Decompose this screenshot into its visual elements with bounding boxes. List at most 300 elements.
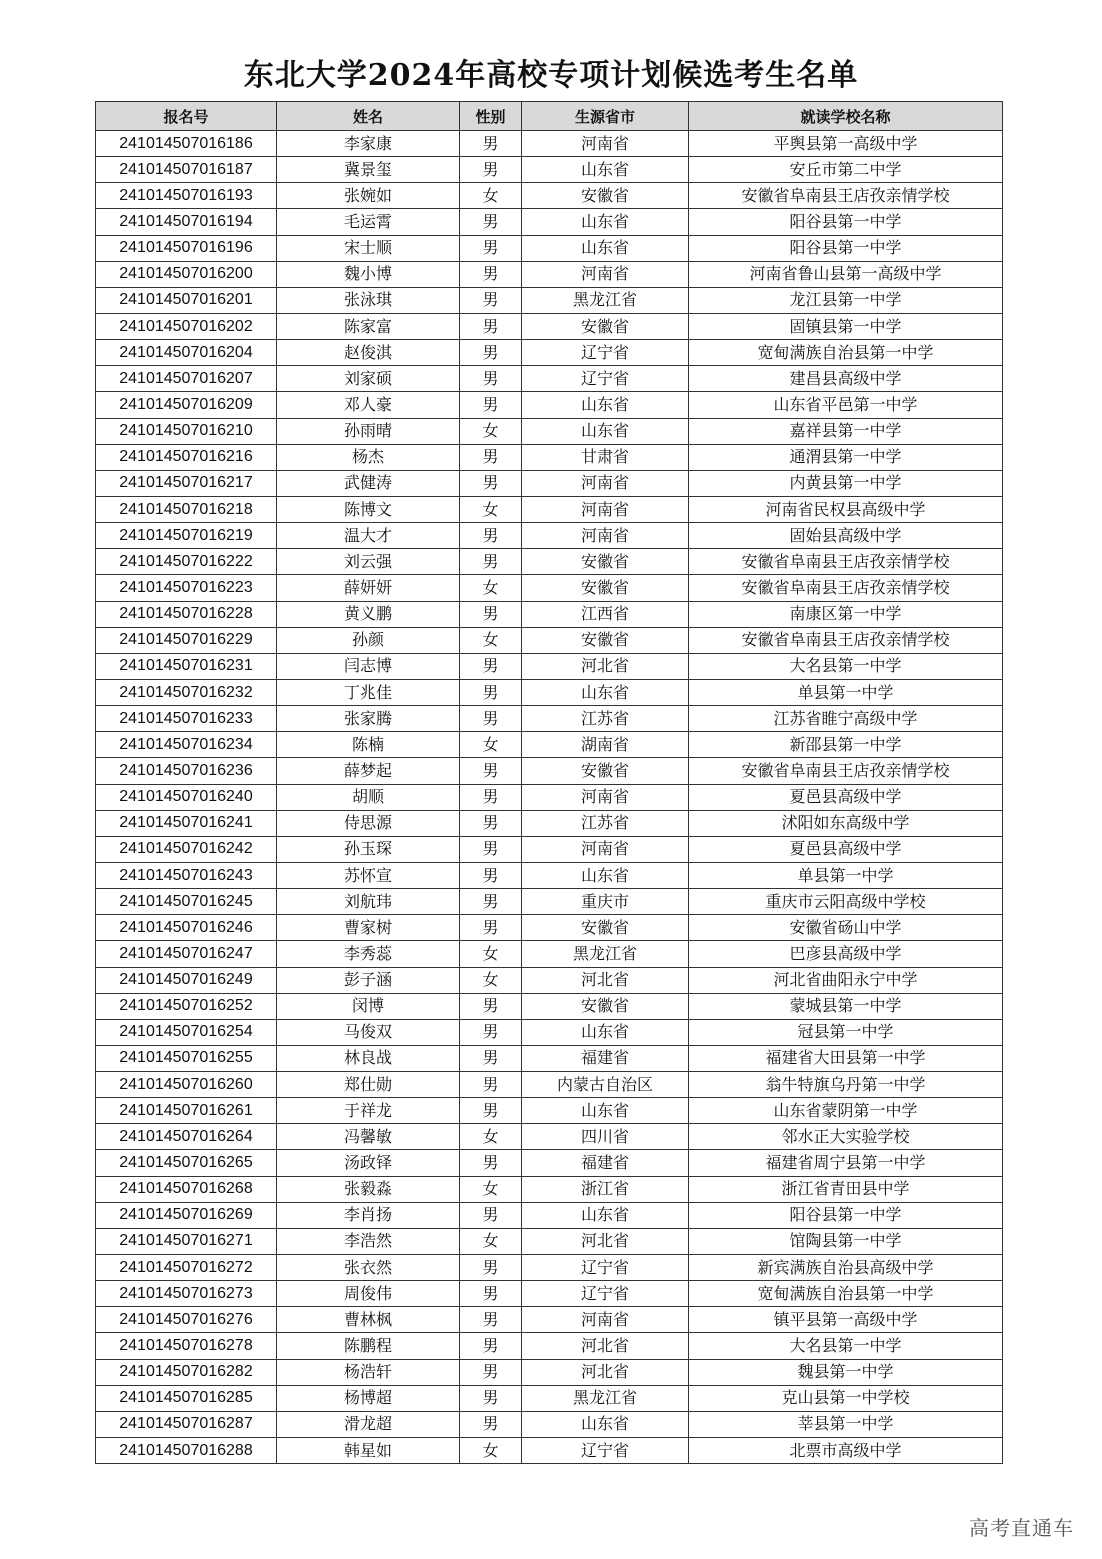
registration-number-cell: 241014507016241 <box>96 810 277 836</box>
table-row <box>96 1438 1003 1464</box>
table-row <box>96 470 1003 496</box>
name-cell: 曹林枫 <box>277 1307 460 1333</box>
province-cell: 内蒙古自治区 <box>522 1072 689 1098</box>
table-row <box>96 340 1003 366</box>
name-cell: 薛梦起 <box>277 758 460 784</box>
name-cell: 韩星如 <box>277 1438 460 1464</box>
table-row <box>96 444 1003 470</box>
registration-number-cell: 241014507016260 <box>96 1072 277 1098</box>
page-title: 东北大学2024年高校专项计划候选考生名单 <box>243 58 859 93</box>
province-cell: 山东省 <box>522 392 689 418</box>
table-row <box>96 862 1003 888</box>
table-row <box>96 235 1003 261</box>
gender-cell: 男 <box>460 784 522 810</box>
name-cell: 宋士顺 <box>277 235 460 261</box>
school-cell: 莘县第一中学 <box>689 1411 1003 1437</box>
school-cell: 沭阳如东高级中学 <box>689 810 1003 836</box>
name-cell: 魏小博 <box>277 261 460 287</box>
name-cell: 薛妍妍 <box>277 575 460 601</box>
school-cell: 单县第一中学 <box>689 679 1003 705</box>
province-cell: 湖南省 <box>522 732 689 758</box>
gender-cell: 男 <box>460 392 522 418</box>
registration-number-cell: 241014507016200 <box>96 261 277 287</box>
school-cell: 魏县第一中学 <box>689 1359 1003 1385</box>
table-row <box>96 706 1003 732</box>
registration-number-cell: 241014507016194 <box>96 209 277 235</box>
name-cell: 丁兆佳 <box>277 679 460 705</box>
name-cell: 邓人豪 <box>277 392 460 418</box>
name-cell: 冯馨敏 <box>277 1124 460 1150</box>
registration-number-cell: 241014507016193 <box>96 183 277 209</box>
province-cell: 山东省 <box>522 679 689 705</box>
province-cell: 安徽省 <box>522 313 689 339</box>
registration-number-cell: 241014507016285 <box>96 1385 277 1411</box>
gender-cell: 男 <box>460 810 522 836</box>
province-cell: 山东省 <box>522 235 689 261</box>
name-cell: 郑仕勋 <box>277 1072 460 1098</box>
registration-number-cell: 241014507016201 <box>96 287 277 313</box>
gender-cell: 男 <box>460 1411 522 1437</box>
name-cell: 武健涛 <box>277 470 460 496</box>
gender-cell: 男 <box>460 1045 522 1071</box>
province-cell: 安徽省 <box>522 758 689 784</box>
registration-number-cell: 241014507016278 <box>96 1333 277 1359</box>
registration-number-cell: 241014507016223 <box>96 575 277 601</box>
school-cell: 重庆市云阳高级中学校 <box>689 889 1003 915</box>
name-cell: 李浩然 <box>277 1228 460 1254</box>
table-row <box>96 157 1003 183</box>
name-cell: 马俊双 <box>277 1019 460 1045</box>
gender-cell: 女 <box>460 183 522 209</box>
name-cell: 滑龙超 <box>277 1411 460 1437</box>
gender-cell: 男 <box>460 444 522 470</box>
header-name: 姓名 <box>277 102 460 131</box>
table-row <box>96 496 1003 522</box>
province-cell: 河南省 <box>522 836 689 862</box>
registration-number-cell: 241014507016249 <box>96 967 277 993</box>
name-cell: 闫志博 <box>277 653 460 679</box>
registration-number-cell: 241014507016268 <box>96 1176 277 1202</box>
gender-cell: 男 <box>460 1019 522 1045</box>
school-cell: 馆陶县第一中学 <box>689 1228 1003 1254</box>
province-cell: 山东省 <box>522 1098 689 1124</box>
table-row <box>96 1255 1003 1281</box>
school-cell: 夏邑县高级中学 <box>689 836 1003 862</box>
province-cell: 山东省 <box>522 1411 689 1437</box>
province-cell: 安徽省 <box>522 993 689 1019</box>
gender-cell: 男 <box>460 862 522 888</box>
gender-cell: 男 <box>460 915 522 941</box>
registration-number-cell: 241014507016219 <box>96 523 277 549</box>
gender-cell: 男 <box>460 836 522 862</box>
school-cell: 内黄县第一中学 <box>689 470 1003 496</box>
name-cell: 黄义鹏 <box>277 601 460 627</box>
name-cell: 林良战 <box>277 1045 460 1071</box>
table-row <box>96 1019 1003 1045</box>
name-cell: 刘家硕 <box>277 366 460 392</box>
gender-cell: 男 <box>460 340 522 366</box>
name-cell: 李秀蕊 <box>277 941 460 967</box>
registration-number-cell: 241014507016217 <box>96 470 277 496</box>
province-cell: 山东省 <box>522 209 689 235</box>
school-cell: 江苏省睢宁高级中学 <box>689 706 1003 732</box>
school-cell: 安徽省砀山中学 <box>689 915 1003 941</box>
gender-cell: 男 <box>460 549 522 575</box>
province-cell: 黑龙江省 <box>522 287 689 313</box>
registration-number-cell: 241014507016231 <box>96 653 277 679</box>
name-cell: 彭子涵 <box>277 967 460 993</box>
gender-cell: 男 <box>460 235 522 261</box>
school-cell: 嘉祥县第一中学 <box>689 418 1003 444</box>
table-row <box>96 523 1003 549</box>
school-cell: 翁牛特旗乌丹第一中学 <box>689 1072 1003 1098</box>
gender-cell: 男 <box>460 261 522 287</box>
gender-cell: 男 <box>460 470 522 496</box>
province-cell: 浙江省 <box>522 1176 689 1202</box>
province-cell: 河北省 <box>522 967 689 993</box>
table-row <box>96 967 1003 993</box>
school-cell: 平舆县第一高级中学 <box>689 131 1003 157</box>
name-cell: 陈家富 <box>277 313 460 339</box>
registration-number-cell: 241014507016232 <box>96 679 277 705</box>
province-cell: 四川省 <box>522 1124 689 1150</box>
table-row <box>96 915 1003 941</box>
table-row <box>96 131 1003 157</box>
school-cell: 新邵县第一中学 <box>689 732 1003 758</box>
table-row <box>96 1333 1003 1359</box>
gender-cell: 男 <box>460 157 522 183</box>
registration-number-cell: 241014507016254 <box>96 1019 277 1045</box>
school-cell: 安徽省阜南县王店孜亲情学校 <box>689 575 1003 601</box>
name-cell: 刘云强 <box>277 549 460 575</box>
name-cell: 汤政铎 <box>277 1150 460 1176</box>
school-cell: 安徽省阜南县王店孜亲情学校 <box>689 627 1003 653</box>
registration-number-cell: 241014507016196 <box>96 235 277 261</box>
gender-cell: 男 <box>460 679 522 705</box>
registration-number-cell: 241014507016252 <box>96 993 277 1019</box>
province-cell: 辽宁省 <box>522 1281 689 1307</box>
registration-number-cell: 241014507016282 <box>96 1359 277 1385</box>
school-cell: 河南省民权县高级中学 <box>689 496 1003 522</box>
school-cell: 安丘市第二中学 <box>689 157 1003 183</box>
table-row <box>96 183 1003 209</box>
province-cell: 河南省 <box>522 470 689 496</box>
school-cell: 单县第一中学 <box>689 862 1003 888</box>
school-cell: 大名县第一中学 <box>689 1333 1003 1359</box>
gender-cell: 女 <box>460 1124 522 1150</box>
province-cell: 河南省 <box>522 1307 689 1333</box>
gender-cell: 男 <box>460 313 522 339</box>
gender-cell: 男 <box>460 1333 522 1359</box>
registration-number-cell: 241014507016242 <box>96 836 277 862</box>
gender-cell: 男 <box>460 889 522 915</box>
gender-cell: 男 <box>460 1281 522 1307</box>
table-row <box>96 287 1003 313</box>
school-cell: 河北省曲阳永宁中学 <box>689 967 1003 993</box>
registration-number-cell: 241014507016186 <box>96 131 277 157</box>
name-cell: 冀景玺 <box>277 157 460 183</box>
name-cell: 孙雨晴 <box>277 418 460 444</box>
school-cell: 阳谷县第一中学 <box>689 235 1003 261</box>
gender-cell: 男 <box>460 706 522 732</box>
table-row <box>96 1385 1003 1411</box>
header-registration-number: 报名号 <box>96 102 277 131</box>
school-cell: 阳谷县第一中学 <box>689 1202 1003 1228</box>
school-cell: 北票市高级中学 <box>689 1438 1003 1464</box>
table-row <box>96 1281 1003 1307</box>
table-row <box>96 392 1003 418</box>
registration-number-cell: 241014507016255 <box>96 1045 277 1071</box>
name-cell: 张毅淼 <box>277 1176 460 1202</box>
table-row <box>96 1045 1003 1071</box>
school-cell: 阳谷县第一中学 <box>689 209 1003 235</box>
province-cell: 河南省 <box>522 784 689 810</box>
school-cell: 山东省平邑第一中学 <box>689 392 1003 418</box>
table-row <box>96 209 1003 235</box>
registration-number-cell: 241014507016272 <box>96 1255 277 1281</box>
name-cell: 侍思源 <box>277 810 460 836</box>
table-row <box>96 784 1003 810</box>
name-cell: 赵俊淇 <box>277 340 460 366</box>
province-cell: 重庆市 <box>522 889 689 915</box>
table-row <box>96 601 1003 627</box>
province-cell: 山东省 <box>522 418 689 444</box>
name-cell: 温大才 <box>277 523 460 549</box>
gender-cell: 女 <box>460 941 522 967</box>
province-cell: 安徽省 <box>522 549 689 575</box>
province-cell: 河北省 <box>522 1333 689 1359</box>
table-row <box>96 1307 1003 1333</box>
table-row <box>96 549 1003 575</box>
gender-cell: 女 <box>460 496 522 522</box>
table-row <box>96 313 1003 339</box>
name-cell: 孙颜 <box>277 627 460 653</box>
gender-cell: 女 <box>460 575 522 601</box>
province-cell: 黑龙江省 <box>522 1385 689 1411</box>
school-cell: 福建省大田县第一中学 <box>689 1045 1003 1071</box>
name-cell: 苏怀宣 <box>277 862 460 888</box>
province-cell: 福建省 <box>522 1150 689 1176</box>
table-row <box>96 836 1003 862</box>
table-row <box>96 575 1003 601</box>
registration-number-cell: 241014507016273 <box>96 1281 277 1307</box>
table-row <box>96 1202 1003 1228</box>
gender-cell: 男 <box>460 366 522 392</box>
name-cell: 张婉如 <box>277 183 460 209</box>
table-row <box>96 1411 1003 1437</box>
gender-cell: 女 <box>460 1228 522 1254</box>
registration-number-cell: 241014507016209 <box>96 392 277 418</box>
school-cell: 龙江县第一中学 <box>689 287 1003 313</box>
name-cell: 刘航玮 <box>277 889 460 915</box>
school-cell: 通渭县第一中学 <box>689 444 1003 470</box>
province-cell: 江苏省 <box>522 706 689 732</box>
gender-cell: 男 <box>460 209 522 235</box>
province-cell: 黑龙江省 <box>522 941 689 967</box>
province-cell: 山东省 <box>522 157 689 183</box>
registration-number-cell: 241014507016233 <box>96 706 277 732</box>
province-cell: 山东省 <box>522 1019 689 1045</box>
header-province: 生源省市 <box>522 102 689 131</box>
province-cell: 山东省 <box>522 862 689 888</box>
table-row <box>96 679 1003 705</box>
province-cell: 河北省 <box>522 1359 689 1385</box>
gender-cell: 男 <box>460 1098 522 1124</box>
name-cell: 陈鹏程 <box>277 1333 460 1359</box>
registration-number-cell: 241014507016234 <box>96 732 277 758</box>
name-cell: 张泳琪 <box>277 287 460 313</box>
gender-cell: 男 <box>460 287 522 313</box>
registration-number-cell: 241014507016218 <box>96 496 277 522</box>
table-row <box>96 889 1003 915</box>
registration-number-cell: 241014507016288 <box>96 1438 277 1464</box>
registration-number-cell: 241014507016240 <box>96 784 277 810</box>
name-cell: 杨浩轩 <box>277 1359 460 1385</box>
province-cell: 江西省 <box>522 601 689 627</box>
name-cell: 闵博 <box>277 993 460 1019</box>
name-cell: 毛运霄 <box>277 209 460 235</box>
name-cell: 陈楠 <box>277 732 460 758</box>
header-gender: 性别 <box>460 102 522 131</box>
table-row <box>96 418 1003 444</box>
school-cell: 夏邑县高级中学 <box>689 784 1003 810</box>
name-cell: 陈博文 <box>277 496 460 522</box>
province-cell: 辽宁省 <box>522 1438 689 1464</box>
registration-number-cell: 241014507016276 <box>96 1307 277 1333</box>
gender-cell: 男 <box>460 523 522 549</box>
name-cell: 李家康 <box>277 131 460 157</box>
gender-cell: 女 <box>460 1176 522 1202</box>
table-row <box>96 993 1003 1019</box>
gender-cell: 男 <box>460 1359 522 1385</box>
province-cell: 江苏省 <box>522 810 689 836</box>
province-cell: 河南省 <box>522 131 689 157</box>
name-cell: 孙玉琛 <box>277 836 460 862</box>
table-header-row <box>96 102 1003 131</box>
gender-cell: 男 <box>460 131 522 157</box>
school-cell: 新宾满族自治县高级中学 <box>689 1255 1003 1281</box>
table-row <box>96 1150 1003 1176</box>
table-row <box>96 758 1003 784</box>
school-cell: 宽甸满族自治县第一中学 <box>689 1281 1003 1307</box>
gender-cell: 男 <box>460 1202 522 1228</box>
name-cell: 于祥龙 <box>277 1098 460 1124</box>
registration-number-cell: 241014507016222 <box>96 549 277 575</box>
school-cell: 安徽省阜南县王店孜亲情学校 <box>689 758 1003 784</box>
gender-cell: 女 <box>460 418 522 444</box>
registration-number-cell: 241014507016187 <box>96 157 277 183</box>
table-row <box>96 1176 1003 1202</box>
gender-cell: 女 <box>460 627 522 653</box>
province-cell: 辽宁省 <box>522 340 689 366</box>
registration-number-cell: 241014507016265 <box>96 1150 277 1176</box>
province-cell: 河南省 <box>522 496 689 522</box>
registration-number-cell: 241014507016245 <box>96 889 277 915</box>
school-cell: 固镇县第一中学 <box>689 313 1003 339</box>
table-row <box>96 1359 1003 1385</box>
school-cell: 安徽省阜南县王店孜亲情学校 <box>689 549 1003 575</box>
school-cell: 镇平县第一高级中学 <box>689 1307 1003 1333</box>
school-cell: 建昌县高级中学 <box>689 366 1003 392</box>
registration-number-cell: 241014507016207 <box>96 366 277 392</box>
registration-number-cell: 241014507016243 <box>96 862 277 888</box>
name-cell: 李肖扬 <box>277 1202 460 1228</box>
registration-number-cell: 241014507016269 <box>96 1202 277 1228</box>
gender-cell: 男 <box>460 758 522 784</box>
registration-number-cell: 241014507016229 <box>96 627 277 653</box>
gender-cell: 男 <box>460 1150 522 1176</box>
registration-number-cell: 241014507016204 <box>96 340 277 366</box>
name-cell: 张衣然 <box>277 1255 460 1281</box>
name-cell: 张家腾 <box>277 706 460 732</box>
table-row <box>96 627 1003 653</box>
registration-number-cell: 241014507016264 <box>96 1124 277 1150</box>
school-cell: 克山县第一中学校 <box>689 1385 1003 1411</box>
table-row <box>96 366 1003 392</box>
registration-number-cell: 241014507016228 <box>96 601 277 627</box>
province-cell: 河南省 <box>522 523 689 549</box>
table-row <box>96 1228 1003 1254</box>
registration-number-cell: 241014507016261 <box>96 1098 277 1124</box>
table-row <box>96 941 1003 967</box>
registration-number-cell: 241014507016246 <box>96 915 277 941</box>
candidate-table <box>95 101 1003 1464</box>
table-row <box>96 1098 1003 1124</box>
registration-number-cell: 241014507016202 <box>96 313 277 339</box>
table-row <box>96 810 1003 836</box>
gender-cell: 女 <box>460 967 522 993</box>
table-row <box>96 732 1003 758</box>
province-cell: 河北省 <box>522 653 689 679</box>
gender-cell: 男 <box>460 1307 522 1333</box>
table-body <box>96 131 1003 1464</box>
province-cell: 辽宁省 <box>522 366 689 392</box>
province-cell: 安徽省 <box>522 183 689 209</box>
registration-number-cell: 241014507016210 <box>96 418 277 444</box>
table-row <box>96 1124 1003 1150</box>
watermark: 高考直通车 <box>969 1516 1074 1540</box>
gender-cell: 男 <box>460 1072 522 1098</box>
school-cell: 安徽省阜南县王店孜亲情学校 <box>689 183 1003 209</box>
school-cell: 巴彦县高级中学 <box>689 941 1003 967</box>
province-cell: 安徽省 <box>522 575 689 601</box>
registration-number-cell: 241014507016271 <box>96 1228 277 1254</box>
gender-cell: 男 <box>460 1255 522 1281</box>
school-cell: 邻水正大实验学校 <box>689 1124 1003 1150</box>
name-cell: 杨杰 <box>277 444 460 470</box>
gender-cell: 男 <box>460 993 522 1019</box>
registration-number-cell: 241014507016216 <box>96 444 277 470</box>
registration-number-cell: 241014507016236 <box>96 758 277 784</box>
table-row <box>96 653 1003 679</box>
school-cell: 蒙城县第一中学 <box>689 993 1003 1019</box>
province-cell: 安徽省 <box>522 627 689 653</box>
school-cell: 大名县第一中学 <box>689 653 1003 679</box>
table-row <box>96 261 1003 287</box>
province-cell: 甘肃省 <box>522 444 689 470</box>
gender-cell: 男 <box>460 601 522 627</box>
school-cell: 冠县第一中学 <box>689 1019 1003 1045</box>
gender-cell: 男 <box>460 653 522 679</box>
gender-cell: 女 <box>460 732 522 758</box>
gender-cell: 男 <box>460 1385 522 1411</box>
gender-cell: 女 <box>460 1438 522 1464</box>
school-cell: 南康区第一中学 <box>689 601 1003 627</box>
registration-number-cell: 241014507016247 <box>96 941 277 967</box>
province-cell: 河南省 <box>522 261 689 287</box>
province-cell: 河北省 <box>522 1228 689 1254</box>
registration-number-cell: 241014507016287 <box>96 1411 277 1437</box>
